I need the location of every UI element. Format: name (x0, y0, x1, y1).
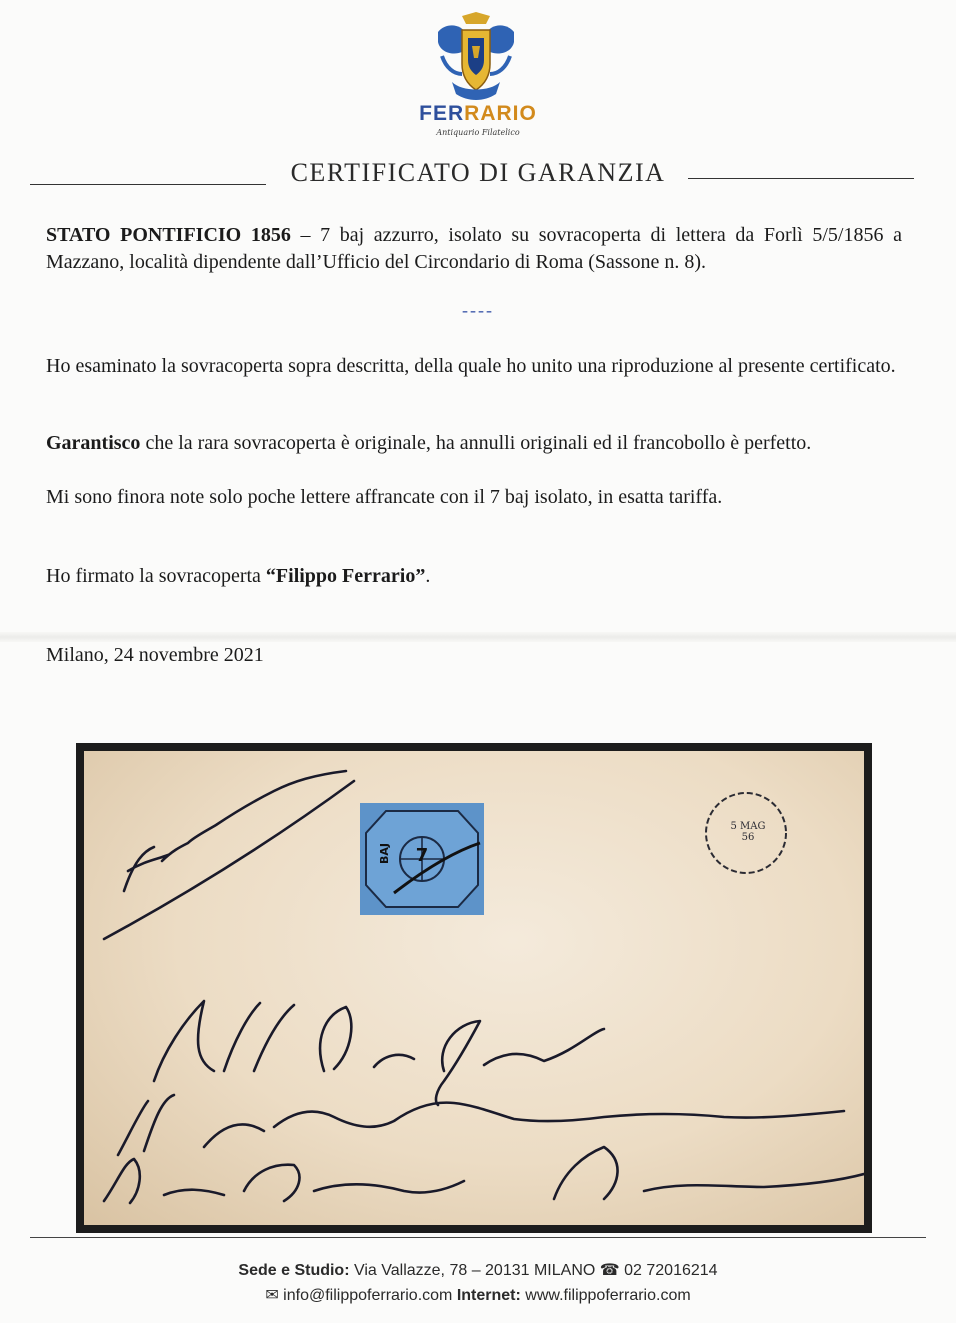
certificate-title: CERTIFICATO DI GARANZIA (290, 158, 666, 187)
email-link[interactable]: info@filippoferrario.com (283, 1287, 453, 1304)
guarantee-text: che la rara sovracoperta è originale, ha annulli originali ed il francobollo è perfetto. (140, 432, 812, 454)
brand-tagline: Antiquario Filatelico (436, 128, 520, 137)
brand-logotype (0, 102, 956, 126)
paper-fold-line (0, 632, 956, 642)
internet-label: Internet: (456, 1287, 521, 1304)
paragraph-known-letters: Mi sono finora note solo poche lettere affrancate con il 7 baj isolato, in esatta tariffa. (46, 486, 723, 508)
paragraph-signed (46, 563, 902, 590)
place-and-date: Milano, 24 novembre 2021 (46, 644, 264, 666)
envelope-photo (76, 743, 872, 1233)
postmark-date: 5 MAG 56 (730, 821, 766, 843)
section-separator: ---- (462, 300, 494, 320)
brand-name-highlight: RARIO (464, 102, 537, 125)
signed-prefix: Ho firmato la sovracoperta (46, 565, 266, 587)
brand-name-prefix: FER (419, 102, 465, 125)
footer-rule (30, 1237, 926, 1238)
coat-of-arms-logo (432, 12, 520, 104)
paragraph-examined: Ho esaminato la sovracoperta sopra descritta, della quale ho unito una riproduzione al presente certificato. (46, 355, 896, 377)
address-label: Sede e Studio: (238, 1262, 350, 1279)
email-icon: ✉ (265, 1287, 279, 1304)
footer-contacts (0, 1285, 956, 1305)
stamp-value: 7 (415, 845, 429, 866)
item-description (46, 222, 902, 276)
footer-address (0, 1260, 956, 1280)
phone-number: ☎ 02 72016214 (599, 1262, 718, 1279)
signed-suffix: . (425, 565, 431, 587)
website-link[interactable]: www.filippoferrario.com (525, 1287, 691, 1304)
stamp-text: BAJ (378, 843, 391, 864)
item-title: STATO PONTIFICIO 1856 (46, 224, 291, 246)
guarantee-bold: Garantisco (46, 432, 141, 454)
title-rule-right (688, 178, 914, 179)
address-value: Via Vallazze, 78 – 20131 MILANO (353, 1262, 596, 1279)
envelope-paper (84, 751, 864, 1225)
signed-name: “Filippo Ferrario” (265, 565, 426, 587)
paragraph-guarantee (46, 430, 902, 457)
item-description-text: – 7 baj azzurro, isolato su sovracoperta di lettera da Forlì 5/5/1856 a Mazzano, località dipendente dall’Ufficio del Circondario di Roma (Sassone n. 8). (46, 224, 902, 273)
postage-stamp (360, 803, 484, 915)
